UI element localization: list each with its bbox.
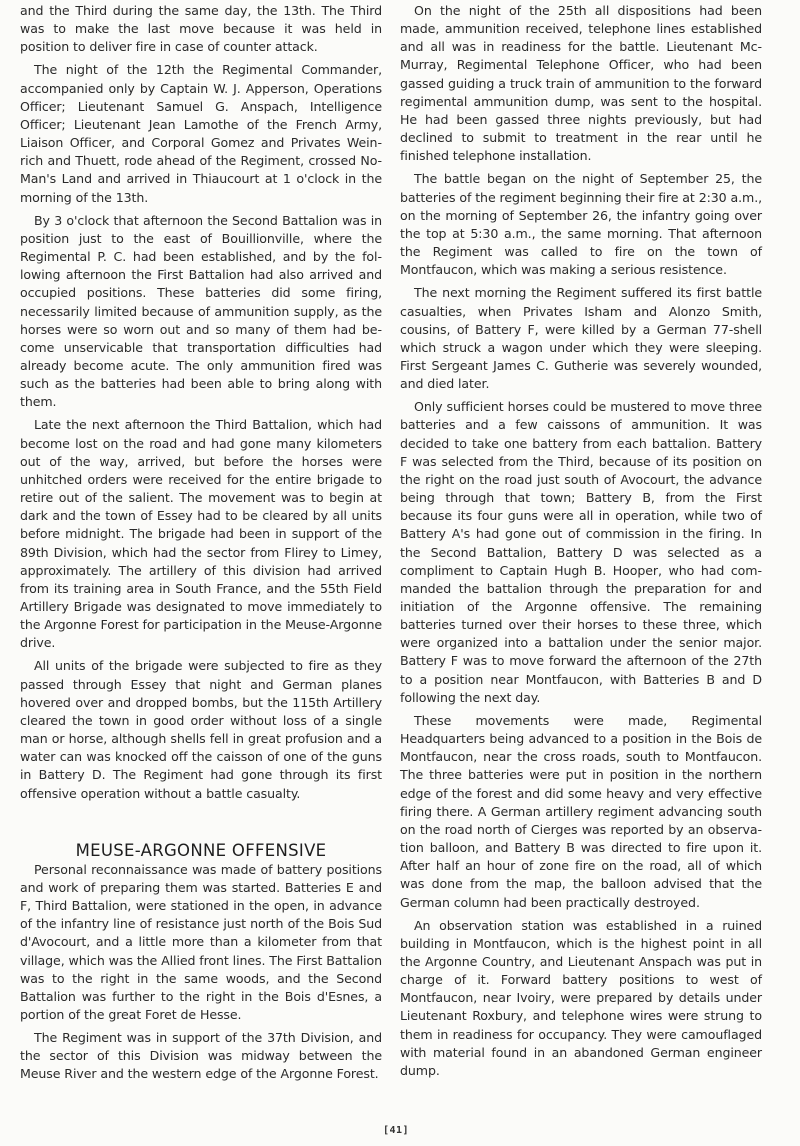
paragraph: Only sufficient horses could be mustered to move three batteries and a few caissons of ammunition. It was decided to take one battery from each battalion. Battery F was selected from the Third, because of its position on the right on the road just south of Avocourt, the advance being through that town; Battery B, from the First because its four guns were all in operation, while two of Battery A's had gone out of commission in the firing. In the Second Battalion, Battery D was selected as a compliment to Captain Hugh B. Hooper, who had commanded the battalion through the preparation for and initiation of the Argonne offensive. The remaining batteries turned over their horses to these three, which were organized into a battalion under the senior major. Battery F was to move forward the afternoon of the 27th to a position near Montfaucon, with Batteries B and D following the next day. [400, 399, 762, 705]
right-column [400, 2, 762, 1085]
section-heading: MEUSE-ARGONNE OFFENSIVE [75, 840, 327, 860]
paragraph: All units of the brigade were subjected to fire as they passed through Essey that night and German planes hovered over and dropped bombs, but the 115th Artillery cleared the town in good order without loss of a single man or horse, although shells fell in great profusion and a water can was knocked off the caisson of one of the guns in Battery D. The Regiment had gone through its first offensive operation without a battle casualty. [20, 658, 382, 801]
paragraph: On the night of the 25th all dispositions had been made, ammunition received, telephone lines established and all was in readiness for the battle. Lieutenant McMurray, Regimental Telephone Officer, who had been gassed guiding a truck train of ammunition to the forward regimental ammunition dump, was sent to the hospital. He had been gassed three nights previously, but had declined to submit to treatment in the rear until he finished telephone installation. [400, 3, 762, 164]
left-column [20, 2, 382, 1089]
paragraph: and the Third during the same day, the 13th. The Third was to make the last move because it was held in position to deliver fire in case of counter attack. [20, 3, 382, 55]
paragraph: An observation station was established in a ruined building in Montfaucon, which is the highest point in all the Argonne Country, and Lieutenant Anspach was put in charge of it. Forward battery positions to west of Montfaucon, near Ivoiry, were prepared by details under Lieutenant Roxbury, and telephone wires were strung to them in readiness for occupancy. They were camouflaged with material found in an abandoned German engineer dump. [400, 917, 762, 1078]
paragraph: The battle began on the night of September 25, the batteries of the regiment beginning their fire at 2:30 a.m., on the morning of September 26, the infantry going over the top at 5:30 a.m., the same morning. That afternoon the Regiment was called to fire on the town of Montfaucon, which was making a serious resistence. [400, 171, 762, 278]
page-number: [41] [383, 1125, 410, 1136]
paragraph: The next morning the Regiment suffered its first battle casualties, when Privates Isham and Alonzo Smith, cousins, of Battery F, were killed by a German 77-shell which struck a wagon under which they were sleeping. First Sergeant James C. Gutherie was severely wounded, and died later. [400, 285, 762, 392]
paragraph: These movements were made, Regimental Headquarters being advanced to a position in the Bois de Montfaucon, near the cross roads, south to Montfaucon. The three batteries were put in position in the northern edge of the forest and did some heavy and very effective firing there. A German artillery regiment advancing south on the road north of Cierges was reported by an observation balloon, and Battery B was directed to fire upon it. After half an hour of zone fire on the road, all of which was done from the map, the balloon advised that the German column had been practically destroyed. [400, 712, 762, 910]
paragraph: By 3 o'clock that afternoon the Second Battalion was in position just to the east of Bouillionville, where the Regimental P. C. had been established, and by the following afternoon the First Battalion had also arrived and occupied positions. These batteries did some firing, necessarily limited because of ammunition supply, as the horses were so worn out and so many of them had become unservicable that transportation difficulties had already become acute. The only ammunition fired was such as the batteries had been able to bring along with them. [20, 212, 382, 410]
paragraph: The Regiment was in support of the 37th Division, and the sector of this Division was midway between the Meuse River and the western edge of the Argonne Forest. [20, 1030, 382, 1082]
paragraph: The night of the 12th the Regimental Commander, accompanied only by Captain W. J. Apperson, Operations Officer; Lieutenant Samuel G. Anspach, Intelligence Officer; Lieutenant Jean Lamothe of the French Army, Liaison Officer, and Corporal Gomez and Privates Weinrich and Thuett, rode ahead of the Regiment, crossed No-Man's Land and arrived in Thiaucourt at 1 o'clock in the morning of the 13th. [20, 62, 382, 205]
paragraph: Late the next afternoon the Third Battalion, which had become lost on the road and had gone many kilometers out of the way, arrived, but before the horses were unhitched orders were received for the entire brigade to retire out of the salient. The movement was to begin at dark and the town of Essey had to be cleared by all units before midnight. The brigade had been in support of the 89th Division, which had the sector from Flirey to Limey, approximately. The artillery of this division had arrived from its training area in South France, and the 55th Field Artillery Brigade was designated to move immediately to the Argonne Forest for participation in the Meuse-Argonne drive. [20, 417, 382, 651]
paragraph: Personal reconnaissance was made of battery positions and work of preparing them was started. Batteries E and F, Third Battalion, were stationed in the open, in advance of the infantry line of resistance just north of the Bois Sud d'Avocourt, and a little more than a kilometer from that village, which was the Allied front lines. The First Battalion was to the right in the same woods, and the Second Battalion was further to the right in the Bois d'Esnes, a portion of the great Foret de Hesse. [20, 861, 382, 1022]
